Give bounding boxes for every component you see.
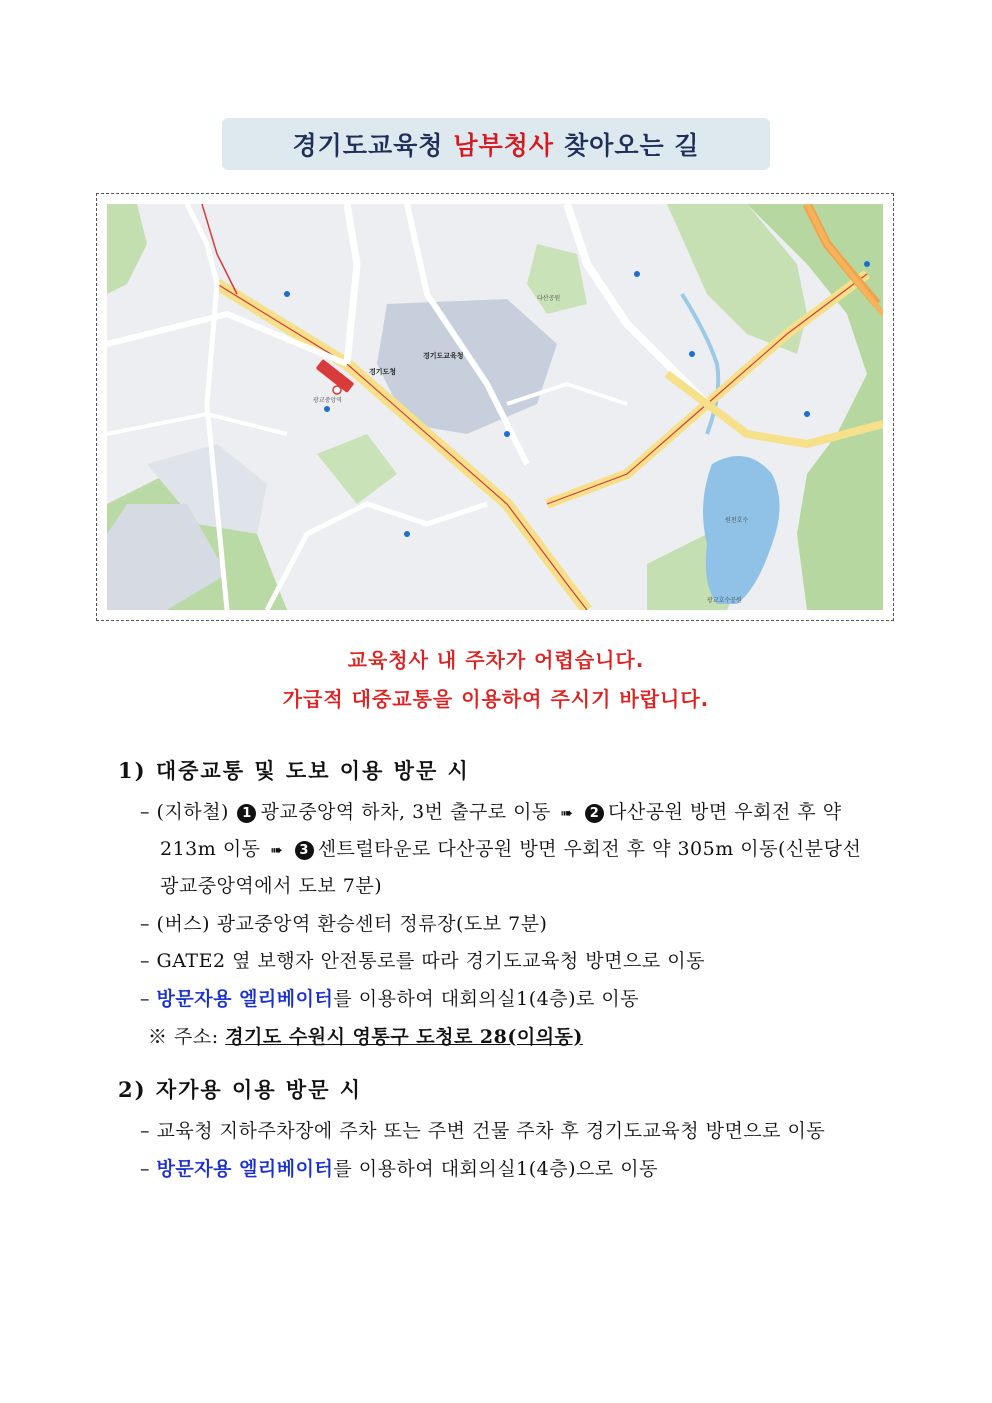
step1-text: 광교중앙역 하차, 3번 출구로 이동 (260, 801, 551, 823)
parking-line: – 교육청 지하주차장에 주차 또는 주변 건물 주차 후 경기도교육청 방면으로 이동 (140, 1120, 826, 1142)
map-label-station: 광교중앙역 (313, 397, 342, 404)
page-title (222, 118, 770, 170)
section2-heading: 2) 자가용 이용 방문 시 (118, 1077, 363, 1102)
subway-line2 (160, 834, 861, 861)
map-frame (96, 193, 894, 621)
title-part2: 찾아오는 길 (564, 131, 700, 160)
arrow-icon: ➠ (270, 841, 284, 859)
subway-line1 (140, 797, 842, 824)
address-line (148, 1022, 583, 1049)
map-label-lake: 원천호수 (725, 517, 749, 524)
map-label-office: 경기도교육청 (423, 352, 464, 360)
step2-continued: 213m 이동 (160, 838, 261, 860)
elevator-highlight: 방문자용 엘리베이터 (156, 1158, 334, 1180)
address-prefix: ※ 주소: (148, 1026, 219, 1048)
elevator-rest: 를 이용하여 대회의실1(4층)로 이동 (333, 988, 640, 1010)
elevator-dash: – (140, 988, 150, 1010)
map-label-park: 광교호수공원 (707, 597, 742, 604)
map-image (107, 204, 883, 610)
step2-text: 다산공원 방면 우회전 후 약 (608, 801, 842, 823)
bus-line: – (버스) 광교중앙역 환승센터 정류장(도보 7분) (140, 913, 548, 935)
arrow-icon: ➠ (560, 804, 574, 822)
elevator-highlight: 방문자용 엘리베이터 (156, 988, 334, 1010)
step1-badge: 1 (237, 804, 256, 823)
notice-line2: 가급적 대중교통을 이용하여 주시기 바랍니다. (282, 687, 710, 711)
gate-line: – GATE2 옆 보행자 안전통로를 따라 경기도교육청 방면으로 이동 (140, 950, 705, 972)
subway-prefix: – (지하철) (140, 801, 229, 823)
title-accent: 남부청사 (453, 131, 555, 160)
subway-line3: 광교중앙역에서 도보 7분) (160, 875, 383, 897)
title-part1: 경기도교육청 (292, 131, 444, 160)
elevator-line1 (140, 984, 639, 1011)
notice-line1: 교육청사 내 주차가 어렵습니다. (347, 648, 645, 672)
step3-badge: 3 (295, 841, 314, 860)
elevator-line2 (140, 1154, 658, 1181)
elevator-rest: 를 이용하여 대회의실1(4층)으로 이동 (333, 1158, 658, 1180)
section1-heading: 1) 대중교통 및 도보 이용 방문 시 (118, 758, 470, 783)
elevator-dash: – (140, 1158, 150, 1180)
map-label-gov: 경기도청 (369, 368, 397, 376)
address-value: 경기도 수원시 영통구 도청로 28(이의동) (225, 1026, 583, 1048)
step2-badge: 2 (585, 804, 604, 823)
step3-text: 센트럴타운로 다산공원 방면 우회전 후 약 305m 이동(신분당선 (317, 838, 862, 860)
map-svg (107, 204, 883, 610)
map-label-hill: 다산공원 (537, 295, 561, 302)
